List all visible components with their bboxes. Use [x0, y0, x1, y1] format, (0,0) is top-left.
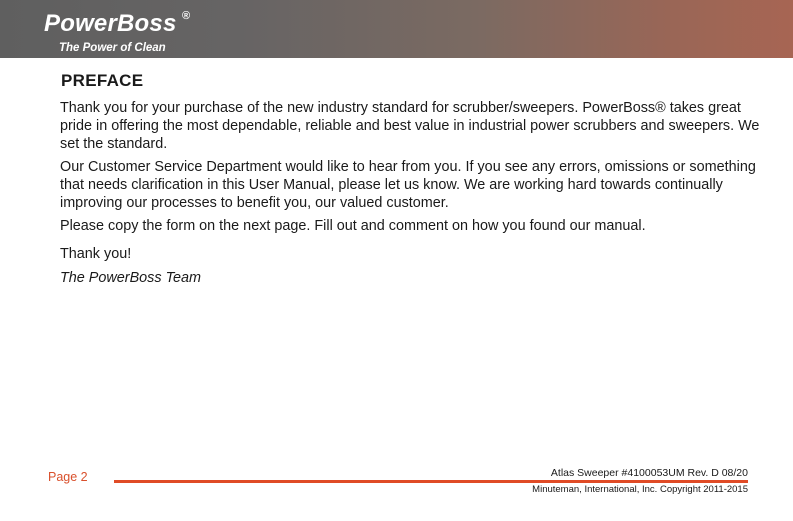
page-number: Page 2	[48, 470, 88, 484]
copyright-notice: Minuteman, International, Inc. Copyright 2011-2015	[532, 484, 748, 495]
page-title: PREFACE	[61, 71, 144, 90]
document-id: Atlas Sweeper #4100053UM Rev. D 08/20	[550, 467, 748, 479]
logo-brand-name: PowerBoss	[44, 10, 177, 37]
signature: The PowerBoss Team	[60, 270, 202, 286]
logo-registered-mark: ®	[182, 10, 191, 22]
footer-divider	[114, 480, 748, 483]
preface-content	[60, 70, 760, 287]
header-band	[0, 0, 793, 58]
preface-paragraph-3: Please copy the form on the next page. Fill out and comment on how you found our manual.	[60, 218, 646, 234]
logo-tagline: The Power of Clean	[59, 42, 166, 54]
closing-line: Thank you!	[60, 246, 132, 262]
preface-paragraph-2: Our Customer Service Department would like to hear from you. If you see any errors, omissions or something that needs clarification in this User Manual, please let us know. We are working hard towards continually improving our processes to benefit you, our valued customer.	[60, 159, 756, 211]
powerboss-logo	[44, 10, 244, 56]
preface-paragraph-1: Thank you for your purchase of the new industry standard for scrubber/sweepers. PowerBoss® takes great pride in offering the most dependable, reliable and best value in industrial power scrubbers and sweepers. We set the standard.	[60, 100, 760, 152]
